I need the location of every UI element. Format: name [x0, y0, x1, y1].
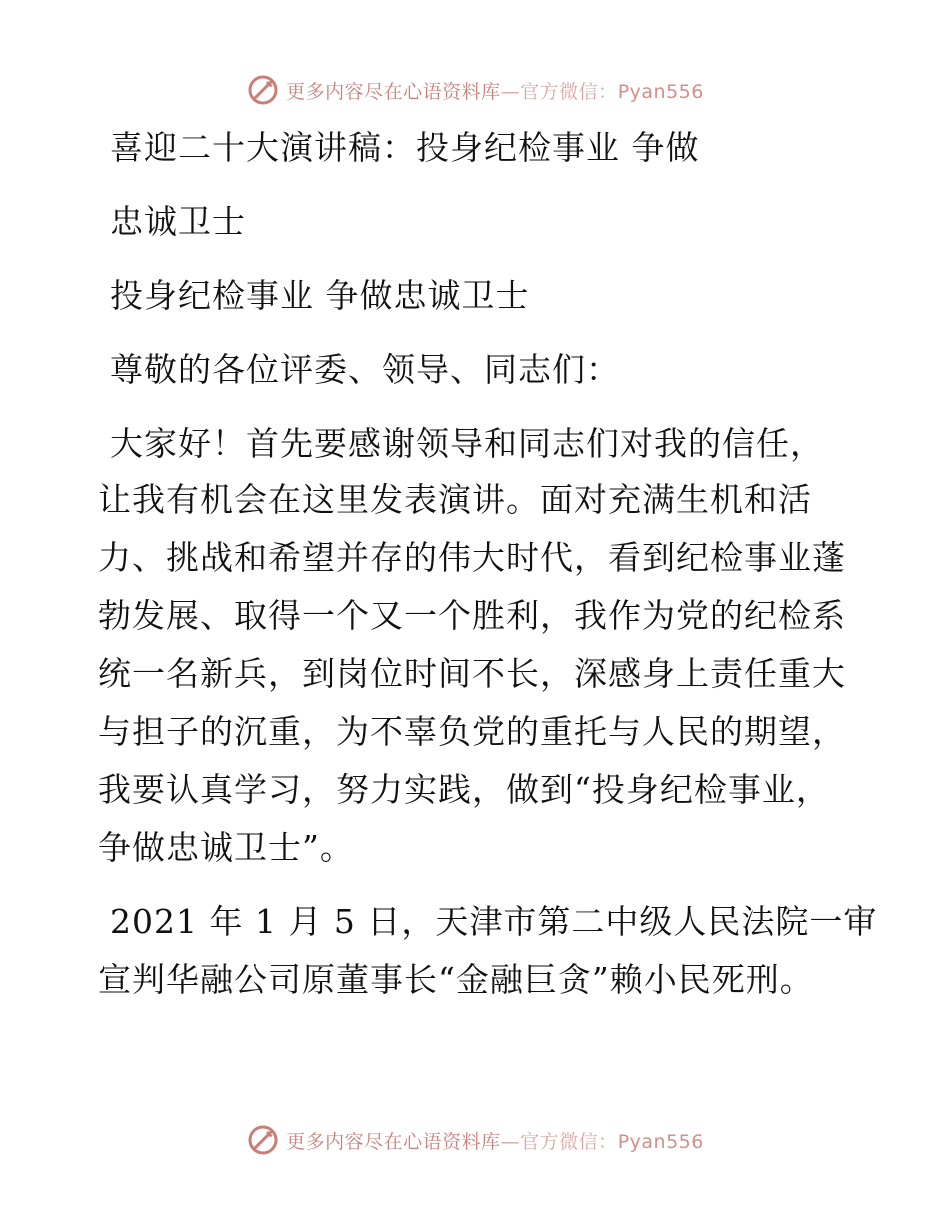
paragraph-line: 2021 年 1 月 5 日，天津市第二中级人民法院一审: [110, 902, 878, 941]
paragraph-line: 我要认真学习，努力实践，做到“投身纪检事业，: [98, 770, 830, 809]
watermark-dash: —: [500, 1130, 521, 1153]
paragraph-line: 争做忠诚卫士”。: [98, 828, 354, 867]
watermark-wechat-label: 官方微信：: [520, 80, 618, 103]
paragraph-line: 勃发展、取得一个又一个胜利，我作为党的纪检系: [98, 596, 846, 635]
paragraph-line: 大家好！首先要感谢领导和同志们对我的信任，: [110, 424, 824, 463]
pen-logo-icon: [246, 1123, 280, 1157]
pen-logo-icon: [246, 73, 280, 107]
salutation: 尊敬的各位评委、领导、同志们：: [110, 350, 620, 389]
watermark-text: [286, 1127, 704, 1154]
document-subtitle: 投身纪检事业 争做忠诚卫士: [110, 276, 530, 315]
paragraph-line: 统一名新兵，到岗位时间不长，深感身上责任重大: [98, 654, 846, 693]
watermark-dash: —: [500, 80, 521, 103]
paragraph-line: 与担子的沉重，为不辜负党的重托与人民的期望，: [98, 712, 846, 751]
watermark-wechat-label: 官方微信：: [520, 1130, 618, 1153]
paragraph-line: 力、挑战和希望并存的伟大时代，看到纪检事业蓬: [98, 538, 846, 577]
document-title-line-1: 喜迎二十大演讲稿：投身纪检事业 争做: [110, 128, 700, 167]
document-title-line-2: 忠诚卫士: [110, 202, 246, 241]
paragraph-line: 让我有机会在这里发表演讲。面对充满生机和活: [98, 480, 812, 519]
watermark-wechat-id: Pyan556: [617, 80, 704, 103]
watermark-text: [286, 77, 704, 104]
watermark-footer: [0, 1120, 950, 1160]
watermark-header: [0, 70, 950, 110]
watermark-wechat-id: Pyan556: [617, 1130, 704, 1153]
paragraph-line: 宣判华融公司原董事长“金融巨贪”赖小民死刑。: [98, 960, 814, 999]
watermark-prefix: 更多内容尽在心语资料库: [286, 1130, 501, 1153]
watermark-prefix: 更多内容尽在心语资料库: [286, 80, 501, 103]
